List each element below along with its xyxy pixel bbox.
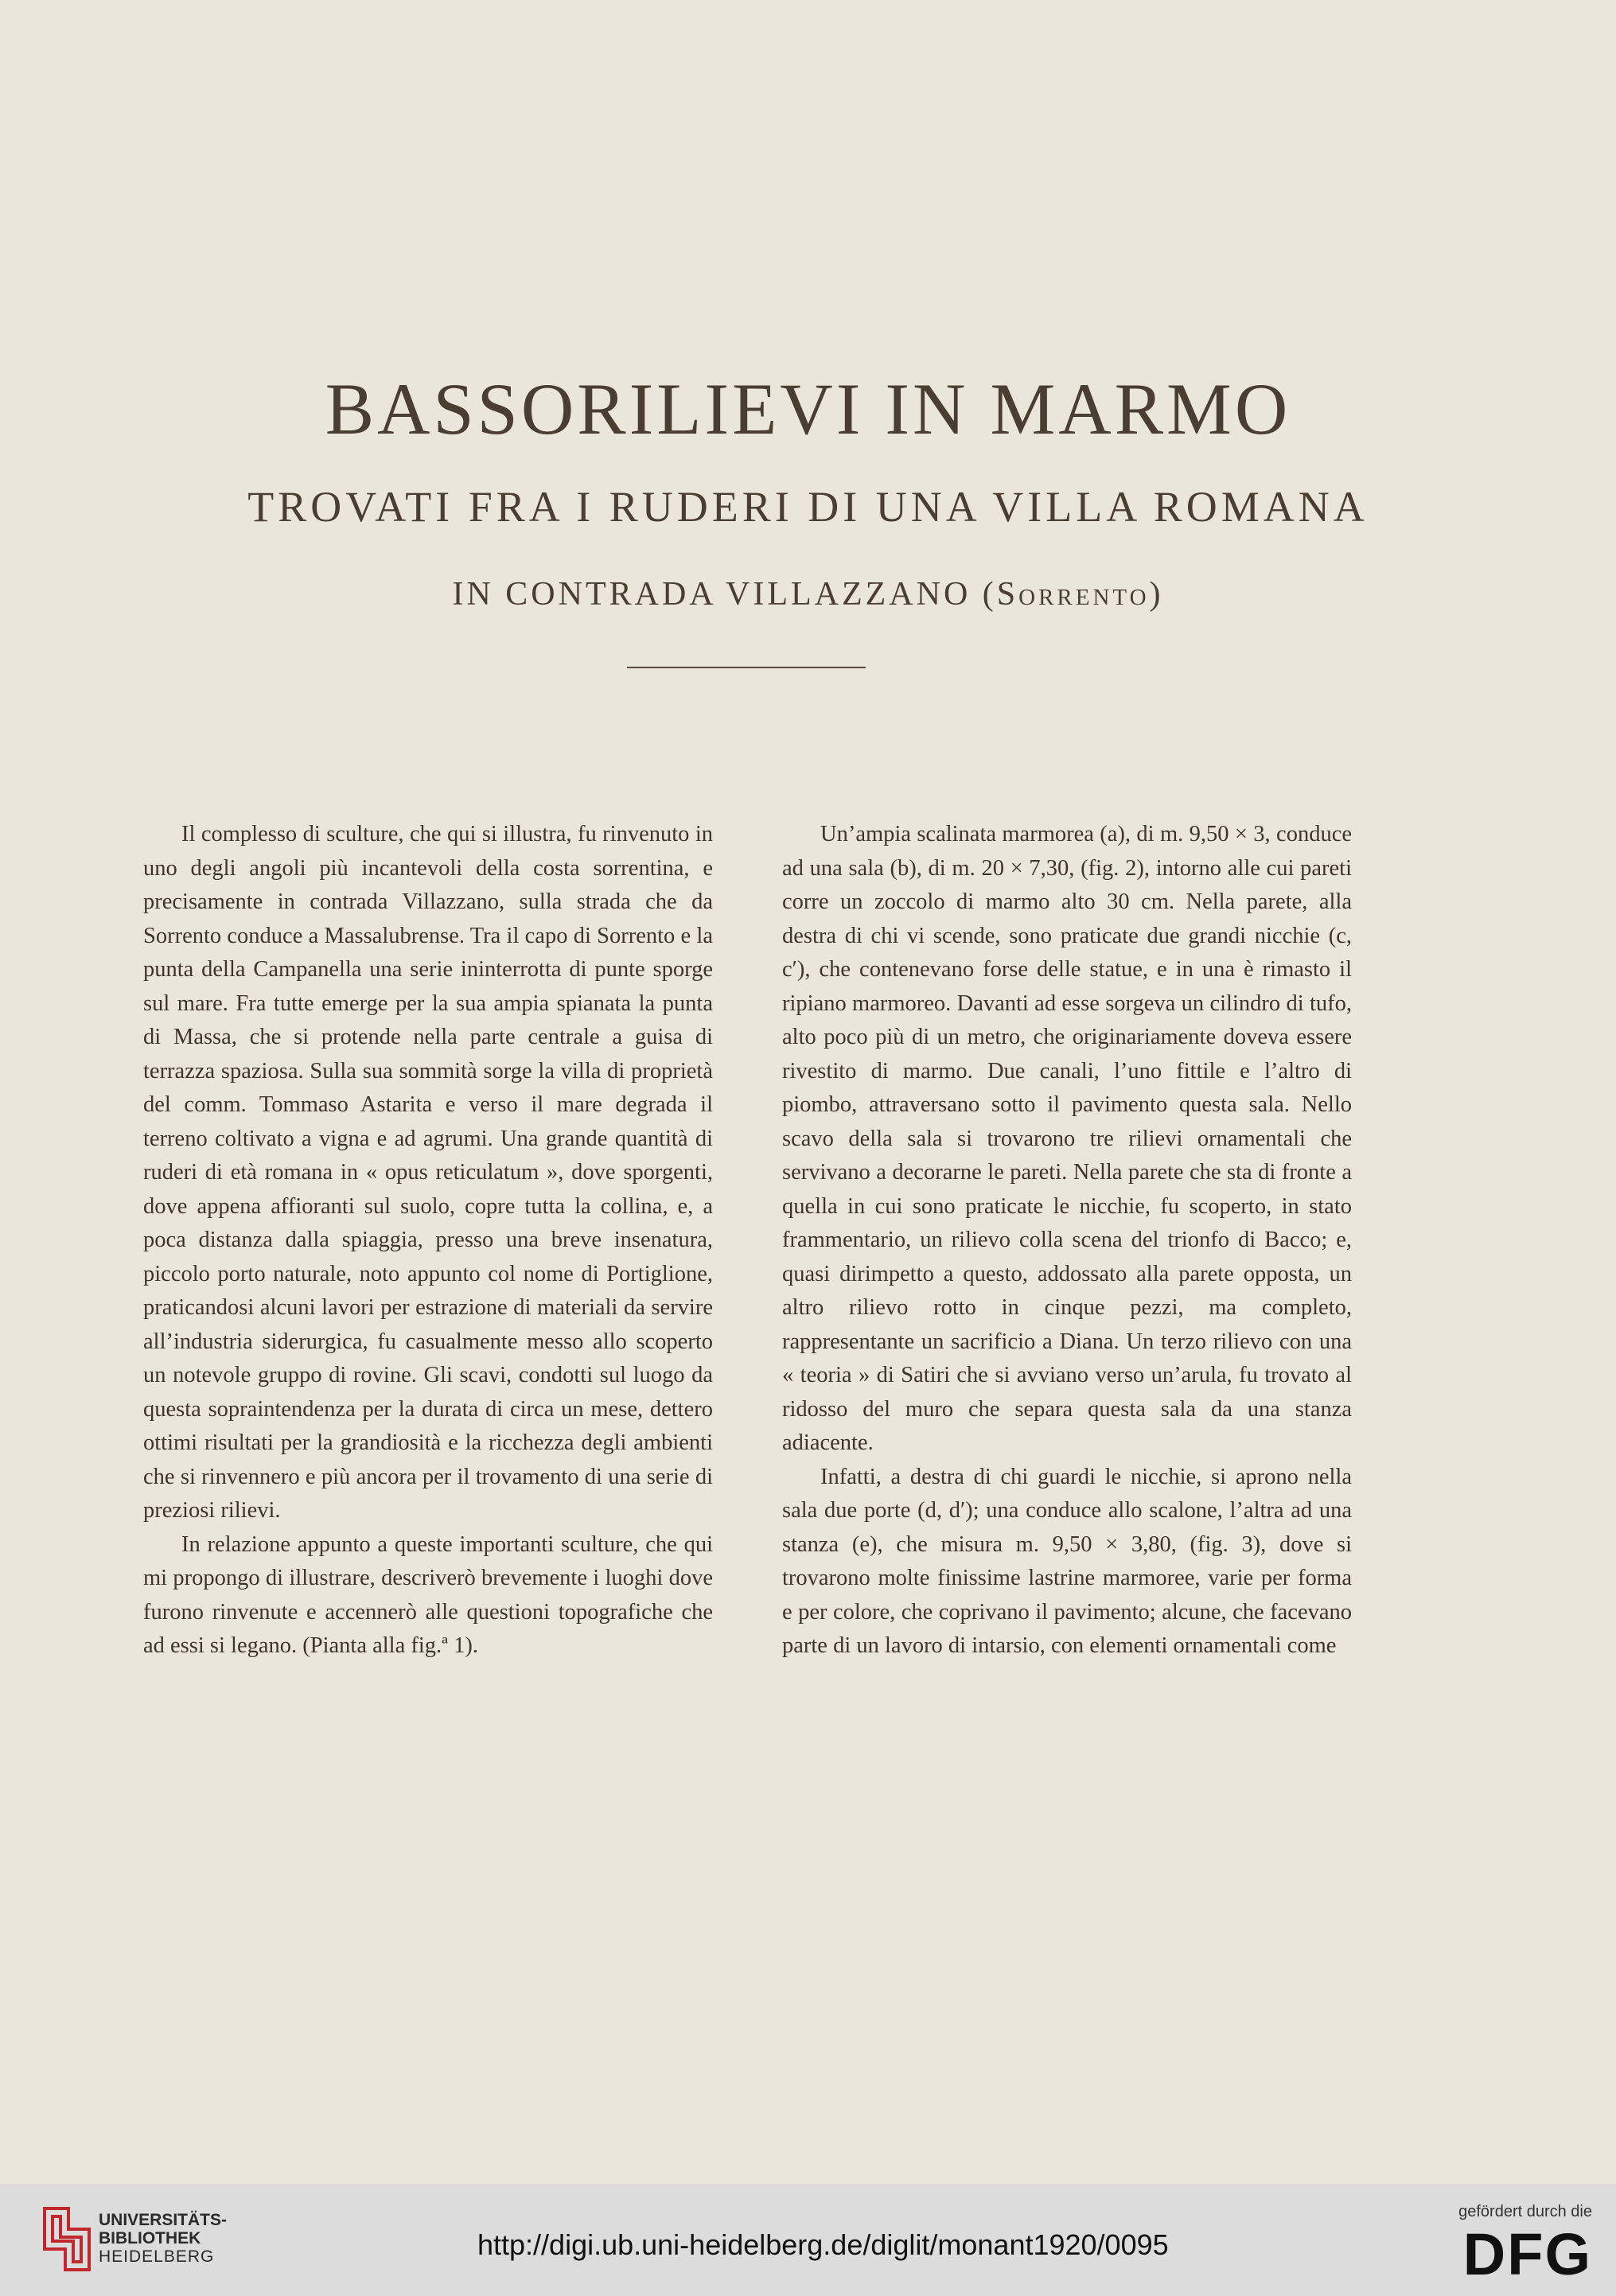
footer-bar	[0, 2184, 1616, 2296]
library-line-1: UNIVERSITÄTS-	[99, 2211, 228, 2229]
library-line-3: HEIDELBERG	[99, 2247, 215, 2266]
paragraph: Un’ampia scalinata marmorea (a), di m. 9,50 × 3, conduce ad una sala (b), di m. 20 × 7,30, (fig. 2), intorno alle cui pareti corre un zoccolo di marmo alto 30 cm. Nella parete, alla destra di chi vi scende, sono praticate due grandi nicchie (c, c′), che contenevano forse delle statue, e in una è rimasto il ripiano marmoreo. Davanti ad esse sorgeva un cilindro di tufo, alto poco più di un metro, che originariamente doveva essere rivestito di marmo. Due canali, l’uno fittile e l’altro di piombo, attraversano sotto il pavimento questa sala. Nello scavo della sala si trovarono tre rilievi ornamentali che servivano a decorarne le pareti. Nella parete che sta di fronte a quella in cui sono praticate le nicchie, fu scoperto, in stato frammentario, un rilievo colla scena del trionfo di Bacco; e, quasi dirimpetto a questo, addossato alla parete opposta, un altro rilievo rotto in cinque pezzi, ma completo, rappresentante un sacrificio a Diana. Un terzo rilievo con una « teoria » di Satiri che si avviano verso un’arula, fu trovato al ridosso del muro che separa questa sala da una stanza adiacente.	[782, 822, 1352, 1455]
permalink-url[interactable]: http://digi.ub.uni-heidelberg.de/diglit/monant1920/0095	[477, 2228, 1169, 2261]
article-title: BASSORILIEVI IN MARMO	[325, 368, 1291, 449]
title-divider	[627, 667, 866, 668]
right-column	[782, 818, 1352, 1664]
dfg-logo: DFG	[1462, 2221, 1592, 2287]
library-line-2: BIBLIOTHEK	[99, 2229, 201, 2247]
left-column	[143, 818, 713, 1664]
article-location	[0, 578, 1616, 611]
university-library-logo-icon	[41, 2205, 92, 2273]
article-subtitle: TROVATI FRA I RUDERI DI UNA VILLA ROMANA	[247, 483, 1369, 531]
paragraph: In relazione appunto a queste importanti sculture, che qui mi propongo di illustrare, descriverò brevemente i luoghi dove furono rinvenute e accennerò alle questioni topografiche che ad essi si legano. (Pianta alla fig.ª 1).	[143, 1531, 713, 1658]
library-name	[99, 2211, 227, 2266]
paragraph: Infatti, a destra di chi guardi le nicchie, si aprono nella sala due porte (d, d′); una conduce allo scalone, l’altra ad una stanza (e), che misura m. 9,50 × 3,80, (fig. 3), dove si trovarono molte finissime lastrine marmoree, varie per forma e per colore, che coprivano il pavimento; alcune, che facevano parte di un lavoro di intarsio, con elementi ornamentali come	[782, 1464, 1352, 1658]
funding-label: gefördert durch die	[1458, 2203, 1592, 2220]
paragraph: Il complesso di sculture, che qui si illustra, fu rinvenuto in uno degli angoli più incantevoli della costa sorrentina, e precisamente in contrada Villazzano, sulla strada che da Sorrento conduce a Massalubrense. Tra il capo di Sorrento e la punta della Campanella una serie ininterrotta di punte sporge sul mare. Fra tutte emerge per la sua ampia spianata la punta di Massa, che si protende nella parte centrale a guisa di terrazza spaziosa. Sulla sua sommità sorge la villa di proprietà del comm. Tommaso Astarita e verso il mare degrada il terreno coltivato a vigna e ad agrumi. Una grande quantità di ruderi di età romana in « opus reticulatum », dove sporgenti, dove appena affioranti sul suolo, copre tutta la collina, e, a poca distanza dalla spiaggia, presso una breve insenatura, piccolo porto naturale, noto appunto col nome di Portiglione, praticandosi alcuni lavori per estrazione di materiali da servire all’industria siderurgica, fu casualmente messo allo scoperto un notevole gruppo di rovine. Gli scavi, condotti sul luogo da questa sopraintendenza per la durata di circa un mese, dettero ottimi risultati per la grandiosità e la ricchezza degli ambienti che si rinvennero e più ancora per il trovamento di una serie di preziosi rilievi.	[143, 822, 713, 1523]
location-place: (Sorrento)	[982, 576, 1164, 613]
location-main: IN CONTRADA VILLAZZANO	[452, 576, 972, 613]
